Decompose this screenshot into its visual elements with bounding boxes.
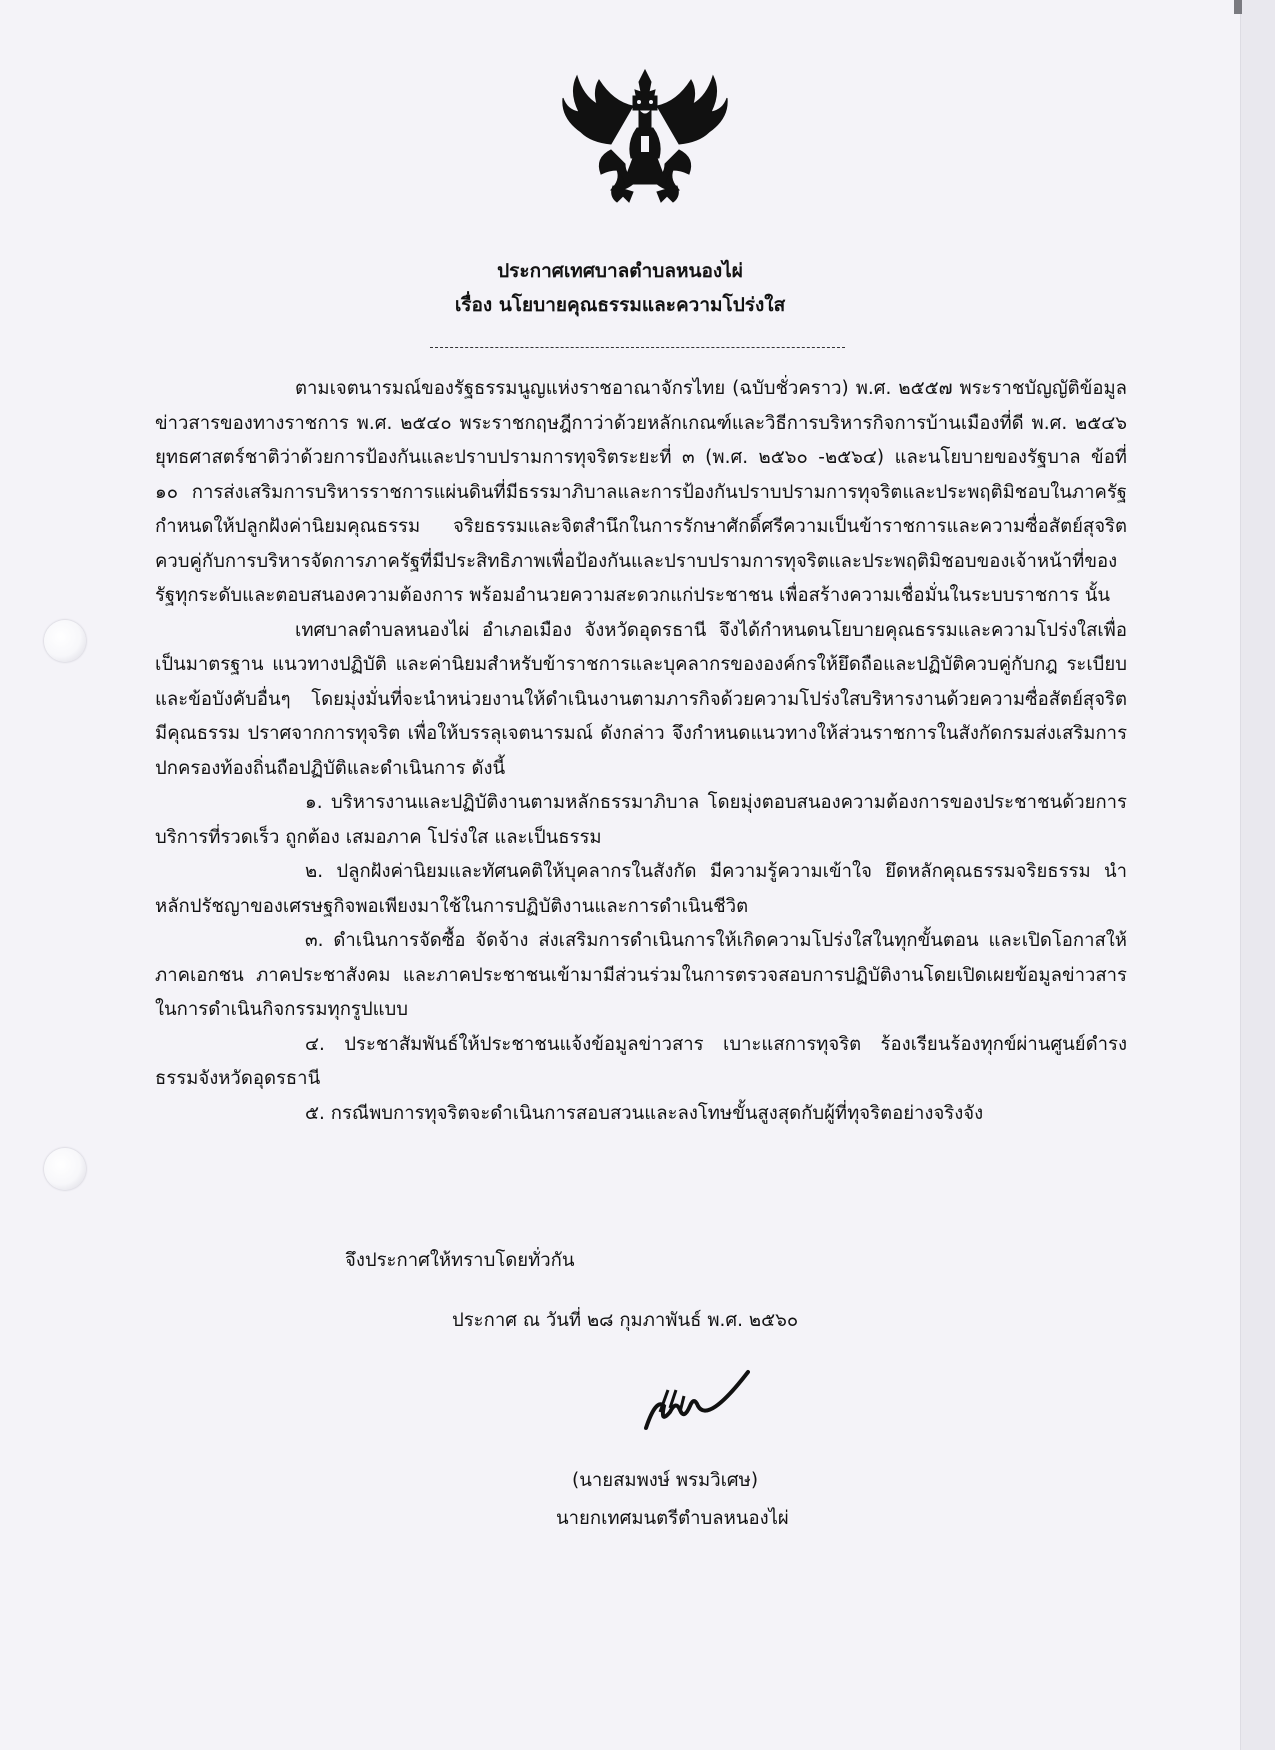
garuda-emblem-icon <box>555 66 735 206</box>
list-item: ๒. ปลูกฝังค่านิยมและทัศนคติให้บุคลากรในสังกัด มีความรู้ความเข้าใจ ยึดหลักคุณธรรมจริยธรรม นำหลักปรัชญาของเศรษฐกิจพอเพียงมาใช้ในการปฏิบัติงานและการดำเนินชีวิต <box>155 861 1127 917</box>
announcement-date: ประกาศ ณ วันที่ ๒๘ กุมภาพันธ์ พ.ศ. ๒๕๖๐ <box>452 1310 799 1331</box>
scanner-edge <box>1240 0 1275 1750</box>
announcement-body <box>155 372 1127 1131</box>
document-title: ประกาศเทศบาลตำบลหนองไผ่ <box>497 260 743 282</box>
list-item: ๕. กรณีพบการทุจริตจะดำเนินการสอบสวนและลงโทษขั้นสูงสุดกับผู้ที่ทุจริตอย่างจริงจัง <box>305 1102 984 1124</box>
list-item: ๑. บริหารงานและปฏิบัติงานตามหลักธรรมาภิบาล โดยมุ่งตอบสนองความต้องการของประชาชนด้วยการบริการที่รวดเร็ว ถูกต้อง เสมอภาค โปร่งใส และเป็นธรรม <box>155 792 1127 848</box>
punch-hole <box>44 1148 86 1190</box>
signatory-position: นายกเทศมนตรีตำบลหนองไผ่ <box>556 1508 789 1529</box>
divider <box>430 347 845 348</box>
closing-statement: จึงประกาศให้ทราบโดยทั่วกัน <box>345 1250 575 1271</box>
punch-hole <box>44 620 86 662</box>
paragraph: เทศบาลตำบลหนองไผ่ อำเภอเมือง จังหวัดอุดรธานี จึงได้กำหนดนโยบายคุณธรรมและความโปร่งใสเพื่อเป็นมาตรฐาน แนวทางปฏิบัติ และค่านิยมสำหรับข้าราชการและบุคลากรขององค์กรให้ยึดถือและปฏิบัติควบคู่กับกฎ ระเบียบ และข้อบังคับอื่นๆ โดยมุ่งมั่นที่จะนำหน่วยงานให้ดำเนินงานตามภารกิจด้วยความโปร่งใสบริหารงานด้วยความซื่อสัตย์สุจริต มีคุณธรรม ปราศจากการทุจริต เพื่อให้บรรลุเจตนารมณ์ ดังกล่าว จึงกำหนดแนวทางให้ส่วนราชการในสังกัดกรมส่งเสริมการปกครองท้องถิ่นถือปฏิบัติและดำเนินการ ดังนี้ <box>155 619 1127 779</box>
signatory-name: (นายสมพงษ์ พรมวิเศษ) <box>572 1470 759 1491</box>
list-item: ๓. ดำเนินการจัดซื้อ จัดจ้าง ส่งเสริมการดำเนินการให้เกิดความโปร่งใสในทุกขั้นตอน และเปิดโอกาสให้ภาคเอกชน ภาคประชาสังคม และภาคประชาชนเข้ามามีส่วนร่วมในการตรวจสอบการปฏิบัติงานโดยเปิดเผยข้อมูลข่าวสารในการดำเนินกิจกรรมทุกรูปแบบ <box>155 930 1127 1020</box>
scan-mark <box>1234 0 1242 14</box>
paragraph: ตามเจตนารมณ์ของรัฐธรรมนูญแห่งราชอาณาจักรไทย (ฉบับชั่วคราว) พ.ศ. ๒๕๕๗ พระราชบัญญัติข้อมูลข่าวสารของทางราชการ พ.ศ. ๒๕๔๐ พระราชกฤษฎีกาว่าด้วยหลักเกณฑ์และวิธีการบริหารกิจการบ้านเมืองที่ดี พ.ศ. ๒๕๔๖ ยุทธศาสตร์ชาติว่าด้วยการป้องกันและปราบปรามการทุจริตระยะที่ ๓ (พ.ศ. ๒๕๖๐ -๒๕๖๔) และนโยบายของรัฐบาล ข้อที่ ๑๐ การส่งเสริมการบริหารราชการแผ่นดินที่มีธรรมาภิบาลและการป้องกันปราบปรามการทุจริตและประพฤติมิชอบในภาครัฐ กำหนดให้ปลูกฝังค่านิยมคุณธรรม จริยธรรมและจิตสำนึกในการรักษาศักดิ์ศรีความเป็นข้าราชการและความซื่อสัตย์สุจริต ควบคู่กับการบริหารจัดการภาครัฐที่มีประสิทธิภาพเพื่อป้องกันและปราบปรามการทุจริตและประพฤติมิชอบของเจ้าหน้าที่ของรัฐทุกระดับและตอบสนองความต้องการ พร้อมอำนวยความสะดวกแก่ประชาชน เพื่อสร้างความเชื่อมั่นในระบบราชการ นั้น <box>155 378 1127 606</box>
document-subject: เรื่อง นโยบายคุณธรรมและความโปร่งใส <box>454 294 786 316</box>
list-item: ๔. ประชาสัมพันธ์ให้ประชาชนแจ้งข้อมูลข่าวสาร เบาะแสการทุจริต ร้องเรียนร้องทุกข์ผ่านศูนย์ดำรงธรรมจังหวัดอุดรธานี <box>155 1033 1127 1089</box>
handwritten-signature <box>640 1368 750 1438</box>
